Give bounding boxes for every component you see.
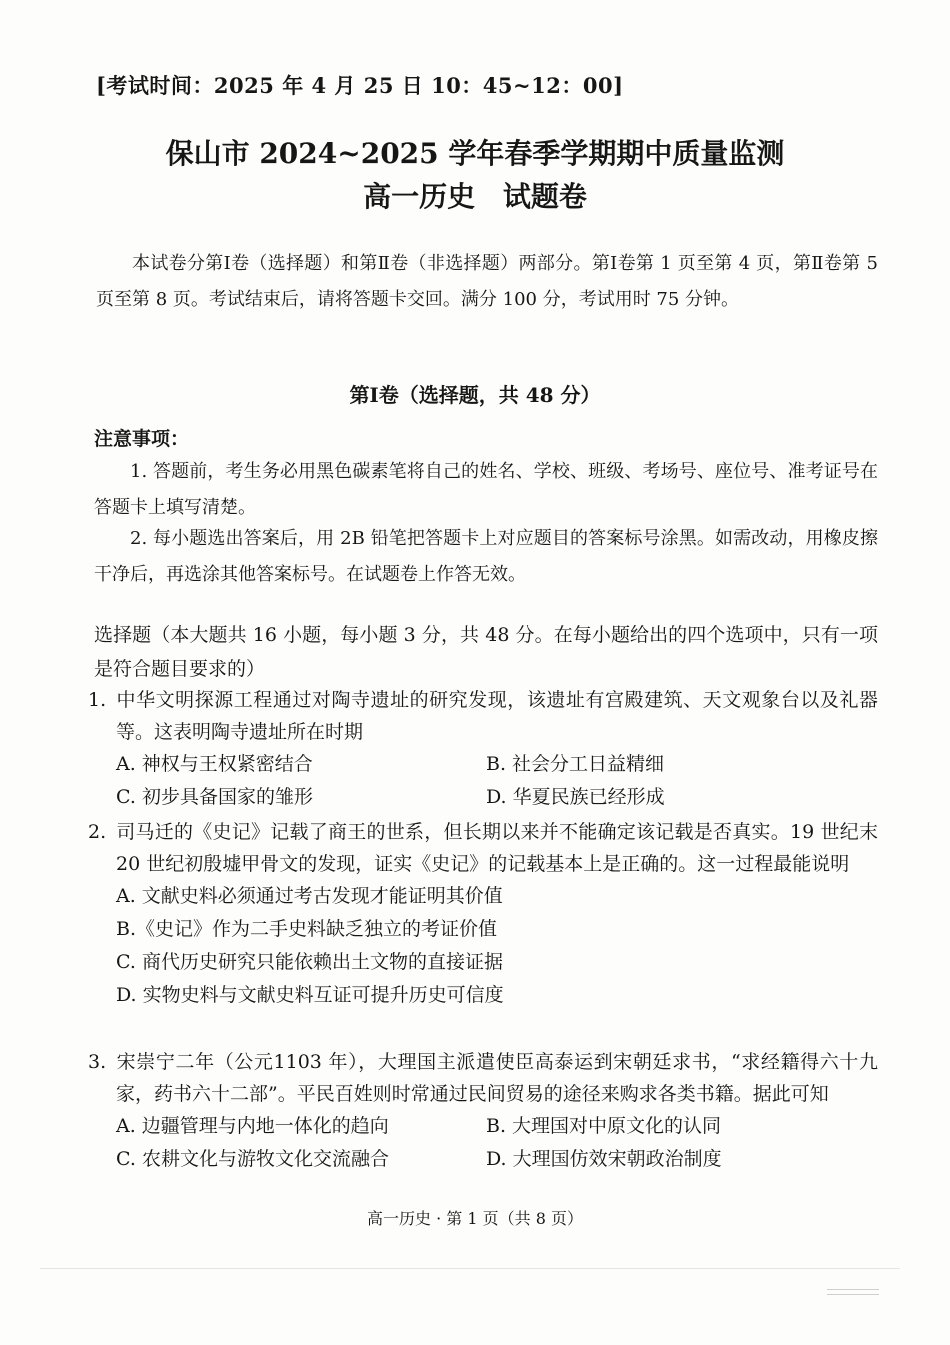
question-text: 中华文明探源工程通过对陶寺遗址的研究发现，该遗址有宫殿建筑、天文观象台以及礼器等。这表明陶寺遗址所在时期	[116, 689, 878, 743]
page-subtitle: 高一历史 试题卷	[363, 180, 587, 213]
option-row	[116, 1143, 878, 1176]
notes-title: 注意事项：	[94, 428, 190, 450]
option-a: A. 神权与王权紧密结合	[116, 753, 313, 775]
multiple-choice-header: 选择题（本大题共 16 小题，每小题 3 分，共 48 分。在每小题给出的四个选项中，只有一项是符合题目要求的）	[94, 624, 878, 680]
intro-paragraph: 本试卷分第Ⅰ卷（选择题）和第Ⅱ卷（非选择题）两部分。第Ⅰ卷第 1 页至第 4 页，第Ⅱ卷第 5 页至第 8 页。考试结束后，请将答题卡交回。满分 100 分，考试用时 75 分钟。	[96, 253, 878, 310]
option-b: B. 大理国对中原文化的认同	[486, 1115, 722, 1137]
scan-edge-line	[40, 1268, 900, 1269]
question-3	[88, 1046, 878, 1176]
option-d: D. 华夏民族已经形成	[486, 786, 665, 808]
option-b: B.《史记》作为二手史料缺乏独立的考证价值	[116, 918, 498, 940]
exam-time: [考试时间：2025 年 4 月 25 日 10：45~12：00]	[96, 73, 624, 98]
option-c: C. 商代历史研究只能依赖出土文物的直接证据	[116, 951, 503, 973]
question-number: 2.	[88, 821, 107, 843]
option-a: A. 边疆管理与内地一体化的趋向	[116, 1115, 389, 1137]
question-stem	[88, 816, 878, 880]
option-c: C. 初步具备国家的雏形	[116, 786, 313, 808]
option-row	[116, 748, 878, 781]
title-block	[0, 132, 950, 218]
option-a: A. 文献史料必须通过考古发现才能证明其价值	[116, 885, 503, 907]
note-item: 2. 每小题选出答案后，用 2B 铅笔把答题卡上对应题目的答案标号涂黑。如需改动，用橡皮擦干净后，再选涂其他答案标号。在试题卷上作答无效。	[94, 528, 878, 585]
question-stem	[88, 1046, 878, 1110]
page-title: 保山市 2024~2025 学年春季学期期中质量监测	[165, 137, 785, 170]
section-header: 第Ⅰ卷（选择题，共 48 分）	[349, 383, 601, 407]
note-item: 1. 答题前，考生务必用黑色碳素笔将自己的姓名、学校、班级、考场号、座位号、准考证号在答题卡上填写清楚。	[94, 461, 878, 518]
option-b: B. 社会分工日益精细	[486, 753, 665, 775]
question-options	[88, 748, 878, 814]
question-number: 3.	[88, 1051, 107, 1073]
scan-mark	[827, 1289, 879, 1295]
option-d: D. 大理国仿效宋朝政治制度	[486, 1148, 722, 1170]
question-text: 宋崇宁二年（公元1103 年），大理国主派遣使臣高泰运到宋朝廷求书，“求经籍得六十九家，药书六十二部”。平民百姓则时常通过民间贸易的途径来购求各类书籍。据此可知	[116, 1051, 878, 1105]
question-stem	[88, 684, 878, 748]
question-number: 1.	[88, 689, 107, 711]
option-row	[116, 781, 878, 814]
question-1	[88, 684, 878, 814]
option-c: C. 农耕文化与游牧文化交流融合	[116, 1148, 389, 1170]
question-text: 司马迁的《史记》记载了商王的世系，但长期以来并不能确定该记载是否真实。19 世纪末 20 世纪初殷墟甲骨文的发现，证实《史记》的记载基本上是正确的。这一过程最能说明	[116, 821, 878, 875]
page-footer: 高一历史 · 第 1 页（共 8 页）	[367, 1209, 583, 1228]
option-d: D. 实物史料与文献史料互证可提升历史可信度	[116, 984, 504, 1006]
option-row	[116, 1110, 878, 1143]
question-2	[88, 816, 878, 1012]
question-options	[88, 1110, 878, 1176]
question-options	[88, 880, 878, 1012]
